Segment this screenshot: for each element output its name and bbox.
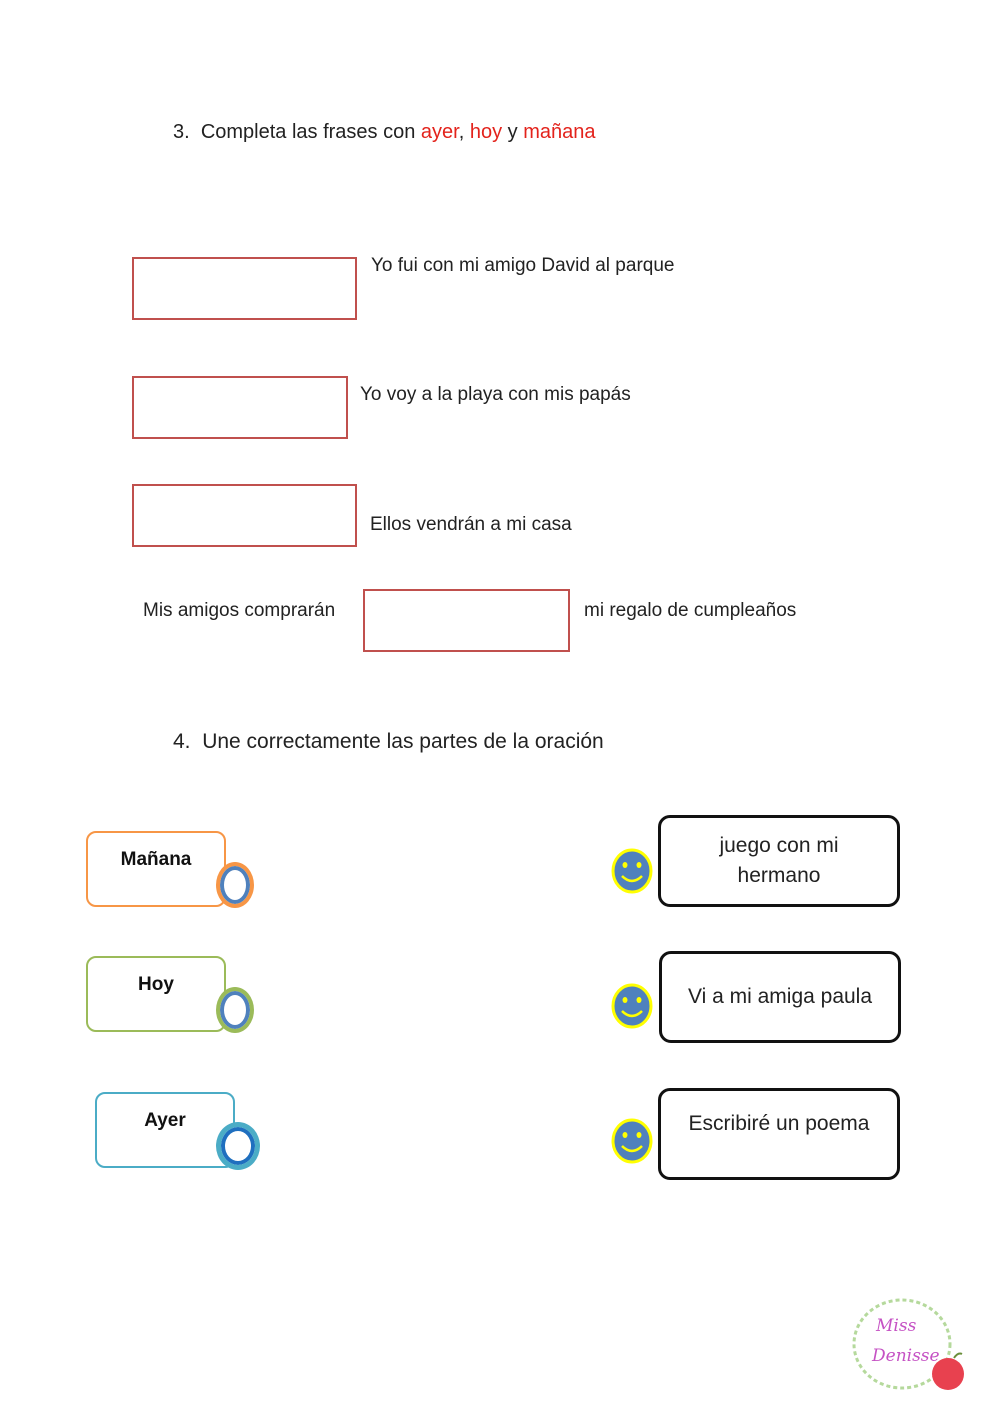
match-right-3[interactable] xyxy=(658,1088,900,1180)
exercise-3-number: 3. xyxy=(173,121,190,143)
exercise-4-number: 4. xyxy=(173,730,191,753)
answer-input-1[interactable] xyxy=(134,259,355,318)
separator-comma: , xyxy=(458,121,470,143)
word-manana: mañana xyxy=(523,121,596,143)
word-ayer: ayer xyxy=(420,121,459,143)
answer-box-3[interactable] xyxy=(132,484,357,547)
match-left-label: Hoy xyxy=(138,974,174,995)
answer-box-2[interactable] xyxy=(132,376,348,439)
exercise-4-title xyxy=(173,730,604,754)
separator-y: y xyxy=(502,121,524,143)
match-left-hoy[interactable] xyxy=(86,956,226,1032)
logo-line-2: Denisse xyxy=(872,1346,940,1366)
match-left-label: Ayer xyxy=(144,1110,186,1131)
match-left-manana[interactable] xyxy=(86,831,226,907)
smiley-icon[interactable] xyxy=(611,1118,653,1164)
match-right-1[interactable] xyxy=(658,815,900,907)
word-hoy: hoy xyxy=(469,121,503,143)
logo xyxy=(846,1296,966,1396)
answer-input-2[interactable] xyxy=(134,378,346,437)
sentence-4-start: Mis amigos comprarán xyxy=(143,600,336,621)
exercise-3-title xyxy=(173,121,596,144)
match-right-label: juego con mi hermano xyxy=(719,834,839,887)
exercise-4-title-text: Une correctamente las partes de la oración xyxy=(202,730,604,753)
match-right-label: Vi a mi amiga paula xyxy=(687,985,873,1008)
answer-input-3[interactable] xyxy=(134,486,355,545)
exercise-3-title-text: Completa las frases con xyxy=(200,121,421,143)
match-right-label: Escribiré un poema xyxy=(688,1112,870,1135)
match-right-2[interactable] xyxy=(659,951,901,1043)
match-left-label: Mañana xyxy=(120,849,192,870)
answer-box-4[interactable] xyxy=(363,589,570,652)
sentence-4-end: mi regalo de cumpleaños xyxy=(584,600,797,621)
connector-dot-ayer[interactable] xyxy=(216,1122,260,1170)
smiley-icon[interactable] xyxy=(611,848,653,894)
sentence-3: Ellos vendrán a mi casa xyxy=(370,514,572,535)
answer-input-4[interactable] xyxy=(365,591,568,650)
sentence-1: Yo fui con mi amigo David al parque xyxy=(371,255,675,276)
connector-dot-manana[interactable] xyxy=(216,862,254,908)
answer-box-1[interactable] xyxy=(132,257,357,320)
sentence-2: Yo voy a la playa con mis papás xyxy=(360,384,631,405)
logo-line-1: Miss xyxy=(876,1316,917,1336)
match-left-ayer[interactable] xyxy=(95,1092,235,1168)
connector-dot-hoy[interactable] xyxy=(216,987,254,1033)
smiley-icon[interactable] xyxy=(611,983,653,1029)
